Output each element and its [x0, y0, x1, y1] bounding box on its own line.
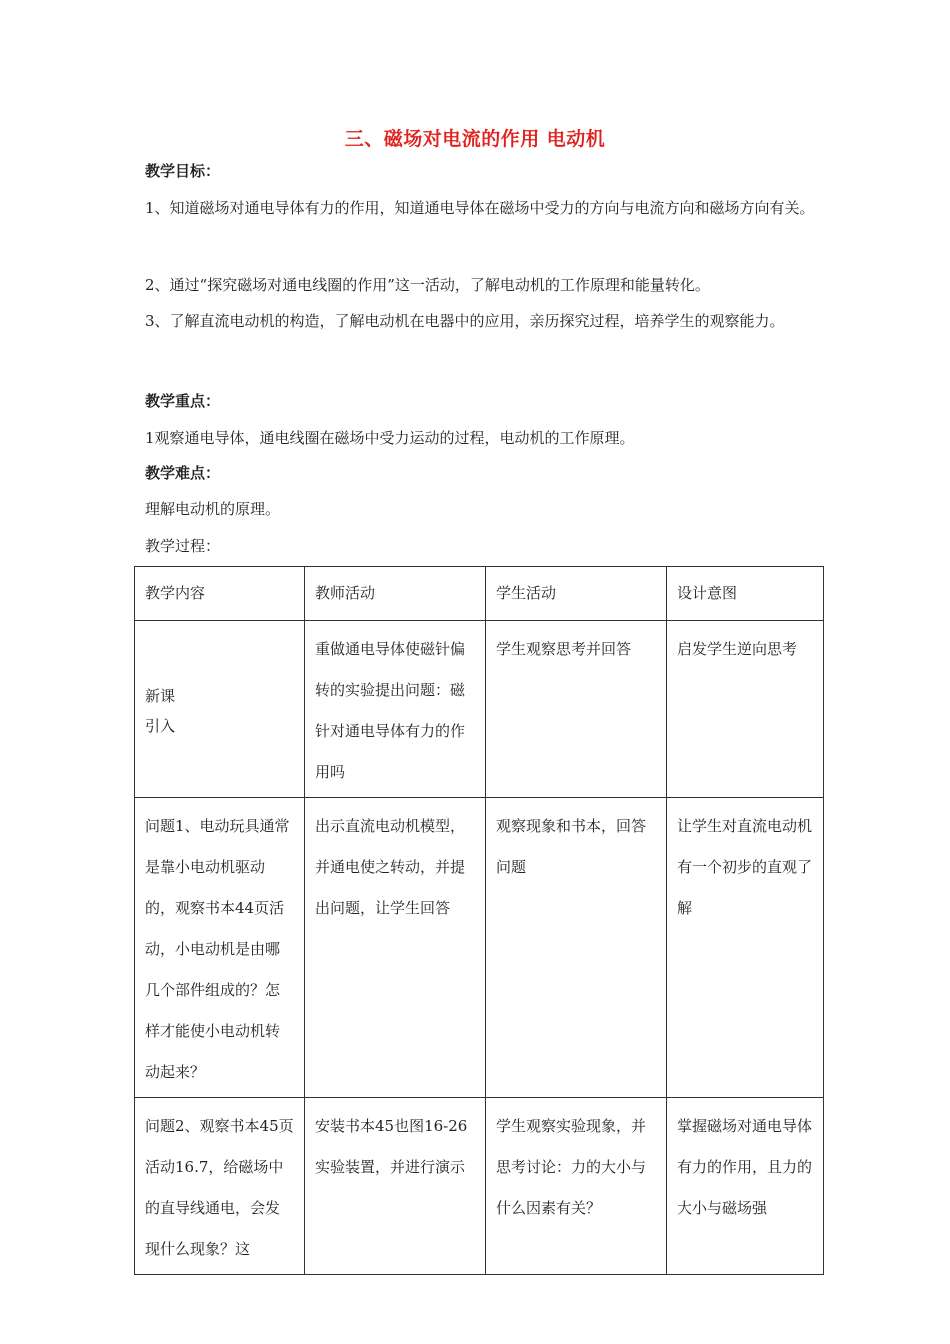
table-cell-teacher: 重做通电导体使磁针偏转的实验提出问题：磁针对通电导体有力的作用吗 [305, 621, 486, 798]
table-row [135, 621, 824, 798]
table-header-row [135, 567, 824, 621]
key-points-heading [145, 390, 825, 411]
difficulties-text: 理解电动机的原理。 [145, 500, 281, 518]
table-header-cell: 教学内容 [135, 567, 305, 621]
content-line: 新课 [145, 687, 176, 705]
table-cell-content [135, 621, 305, 798]
table-cell-teacher: 出示直流电动机模型，并通电使之转动，并提出问题，让学生回答 [305, 798, 486, 1098]
objective-item-2: 2、通过“探究磁场对通电线圈的作用”这一活动，了解电动机的工作原理和能量转化。 [145, 276, 710, 294]
table-cell-student: 观察现象和书本，回答问题 [486, 798, 667, 1098]
table-cell-intent: 掌握磁场对通电导体有力的作用，且力的大小与磁场强 [667, 1098, 824, 1275]
key-points-heading-text: 教学重点： [145, 392, 221, 410]
table-cell-intent: 启发学生逆向思考 [667, 621, 824, 798]
lesson-process-table [134, 566, 824, 1275]
table-header-cell: 设计意图 [667, 567, 824, 621]
difficulties-heading-text: 教学难点： [145, 464, 221, 482]
table-header-cell: 教师活动 [305, 567, 486, 621]
table-cell-teacher: 安装书本45也图16-26实验装置，并进行演示 [305, 1098, 486, 1275]
objective-item-1: 1、知道磁场对通电导体有力的作用，知道通电导体在磁场中受力的方向与电流方向和磁场方向有关。 [145, 199, 815, 217]
table-cell-intent: 让学生对直流电动机有一个初步的直观了解 [667, 798, 824, 1098]
table-cell-student: 学生观察实验现象，并思考讨论：力的大小与什么因素有关？ [486, 1098, 667, 1275]
table-cell-content: 问题2、观察书本45页活动16.7，给磁场中的直导线通电，会发现什么现象？这 [135, 1098, 305, 1275]
process-label: 教学过程： [145, 537, 221, 555]
table-row [135, 798, 824, 1098]
content-line: 引入 [145, 717, 176, 735]
objectives-heading-text: 教学目标： [145, 162, 221, 180]
table-row [135, 1098, 824, 1275]
objectives-heading [145, 160, 825, 181]
objective-item-3: 3、了解直流电动机的构造，了解电动机在电器中的应用，亲历探究过程，培养学生的观察能力。 [145, 312, 785, 330]
table-header-cell: 学生活动 [486, 567, 667, 621]
table-cell-content: 问题1、电动玩具通常是靠小电动机驱动的，观察书本44页活动，小电动机是由哪几个部件组成的？怎样才能使小电动机转动起来？ [135, 798, 305, 1098]
difficulties-heading [145, 462, 825, 483]
key-points-text: 1观察通电导体，通电线圈在磁场中受力运动的过程，电动机的工作原理。 [145, 429, 635, 447]
page-title: 三、磁场对电流的作用 电动机 [344, 128, 606, 150]
table-cell-student: 学生观察思考并回答 [486, 621, 667, 798]
